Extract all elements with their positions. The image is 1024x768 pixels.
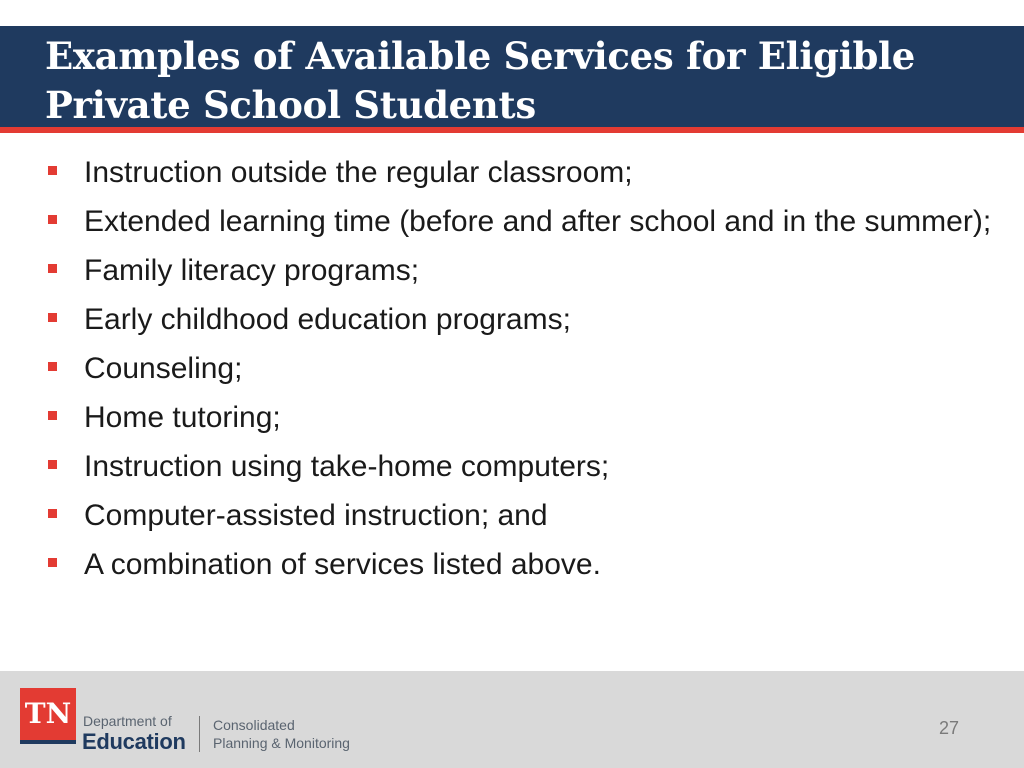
bullet-square-icon bbox=[48, 264, 57, 273]
list-item-text: A combination of services listed above. bbox=[84, 548, 601, 581]
list-item bbox=[46, 201, 1006, 242]
list-item bbox=[46, 446, 1006, 487]
list-item-text: Counseling; bbox=[84, 352, 243, 385]
bullet-square-icon bbox=[48, 362, 57, 371]
slide-title: Examples of Available Services for Eligible Private School Students bbox=[45, 34, 916, 127]
list-item-text: Extended learning time (before and after school and in the summer); bbox=[84, 205, 992, 238]
list-item-text: Home tutoring; bbox=[84, 401, 281, 434]
list-item-text: Family literacy programs; bbox=[84, 254, 420, 287]
bullet-square-icon bbox=[48, 313, 57, 322]
services-list bbox=[46, 152, 1006, 593]
logo-divider bbox=[199, 716, 200, 752]
bullet-square-icon bbox=[48, 166, 57, 175]
bullet-square-icon bbox=[48, 411, 57, 420]
bullet-square-icon bbox=[48, 215, 57, 224]
office-label-line2: Planning & Monitoring bbox=[213, 735, 350, 751]
list-item bbox=[46, 544, 1006, 585]
bullet-square-icon bbox=[48, 460, 57, 469]
list-item bbox=[46, 348, 1006, 389]
tn-logo: TN bbox=[20, 688, 76, 744]
footer-bar bbox=[0, 671, 1024, 768]
list-item bbox=[46, 152, 1006, 193]
list-item-text: Computer-assisted instruction; and bbox=[84, 499, 548, 532]
education-label: Education bbox=[82, 729, 186, 754]
list-item bbox=[46, 495, 1006, 536]
office-label-line1: Consolidated bbox=[213, 717, 295, 733]
department-label: Department of bbox=[83, 713, 172, 729]
title-underline bbox=[0, 127, 1024, 133]
list-item-text: Instruction outside the regular classroom; bbox=[84, 156, 633, 189]
list-item bbox=[46, 250, 1006, 291]
bullet-square-icon bbox=[48, 558, 57, 567]
list-item bbox=[46, 299, 1006, 340]
list-item-text: Early childhood education programs; bbox=[84, 303, 571, 336]
page-number: 27 bbox=[939, 718, 960, 738]
list-item bbox=[46, 397, 1006, 438]
bullet-square-icon bbox=[48, 509, 57, 518]
list-item-text: Instruction using take-home computers; bbox=[84, 450, 610, 483]
